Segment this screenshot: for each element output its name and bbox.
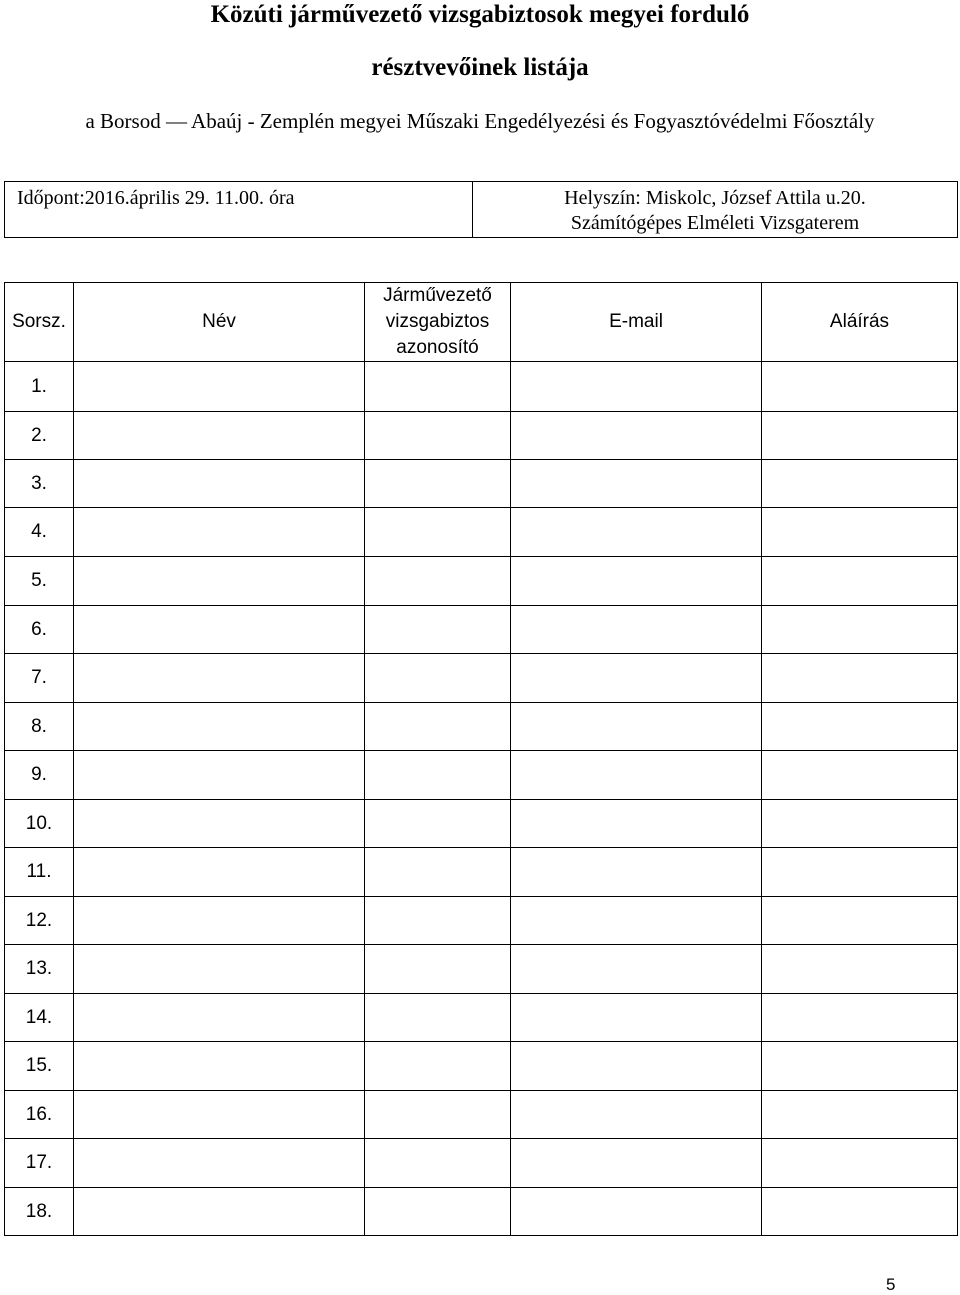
row-signature-cell <box>762 1188 958 1236</box>
row-signature-cell <box>762 897 958 945</box>
row-id-cell <box>365 1139 511 1188</box>
event-info-table <box>4 181 958 238</box>
organization-subtitle: a Borsod — Abaúj - Zemplén megyei Műszaki Engedélyezési és Fogyasztóvédelmi Főosztály <box>85 109 875 133</box>
table-row <box>5 897 958 945</box>
table-row <box>5 557 958 606</box>
table-row <box>5 362 958 412</box>
row-serial: 7. <box>5 654 74 703</box>
row-email-cell <box>511 1188 762 1236</box>
table-row <box>5 945 958 994</box>
row-id-cell <box>365 897 511 945</box>
row-serial: 16. <box>5 1091 74 1139</box>
row-name-cell <box>74 994 365 1042</box>
row-name-cell <box>74 703 365 751</box>
row-name-cell <box>74 800 365 848</box>
row-serial: 9. <box>5 751 74 800</box>
location-line2: Számítógépes Elméleti Vizsgaterem <box>570 212 860 234</box>
table-row <box>5 751 958 800</box>
row-name-cell <box>74 897 365 945</box>
row-signature-cell <box>762 848 958 897</box>
row-name-cell <box>74 606 365 654</box>
table-row <box>5 1139 958 1188</box>
row-name-cell <box>74 848 365 897</box>
row-id-cell <box>365 994 511 1042</box>
row-serial: 10. <box>5 800 74 848</box>
table-row <box>5 703 958 751</box>
table-row <box>5 1042 958 1091</box>
table-header-row <box>5 283 958 362</box>
row-email-cell <box>511 606 762 654</box>
row-id-cell <box>365 606 511 654</box>
row-signature-cell <box>762 460 958 508</box>
row-id-cell <box>365 654 511 703</box>
row-email-cell <box>511 362 762 412</box>
row-name-cell <box>74 1188 365 1236</box>
row-name-cell <box>74 1139 365 1188</box>
row-email-cell <box>511 1139 762 1188</box>
row-email-cell <box>511 557 762 606</box>
row-id-cell <box>365 1091 511 1139</box>
table-row <box>5 606 958 654</box>
row-serial: 17. <box>5 1139 74 1188</box>
row-email-cell <box>511 412 762 460</box>
row-signature-cell <box>762 800 958 848</box>
header-signature: Aláírás <box>762 283 958 362</box>
row-serial: 12. <box>5 897 74 945</box>
row-id-cell <box>365 703 511 751</box>
table-row <box>5 800 958 848</box>
document-title-line2: résztvevőinek listája <box>371 54 589 81</box>
row-serial: 8. <box>5 703 74 751</box>
row-email-cell <box>511 460 762 508</box>
row-serial: 4. <box>5 508 74 557</box>
row-email-cell <box>511 848 762 897</box>
table-row <box>5 412 958 460</box>
document-title-line1: Közúti járművezető vizsgabiztosok megyei forduló <box>210 1 750 28</box>
row-name-cell <box>74 557 365 606</box>
row-name-cell <box>74 751 365 800</box>
row-serial: 11. <box>5 848 74 897</box>
row-id-cell <box>365 508 511 557</box>
row-serial: 6. <box>5 606 74 654</box>
header-examiner-id: Járművezető vizsgabiztos azonosító <box>365 283 511 362</box>
table-row <box>5 994 958 1042</box>
row-email-cell <box>511 1091 762 1139</box>
row-name-cell <box>74 460 365 508</box>
row-id-cell <box>365 460 511 508</box>
row-email-cell <box>511 800 762 848</box>
event-location <box>473 182 958 238</box>
row-email-cell <box>511 751 762 800</box>
table-row <box>5 848 958 897</box>
row-signature-cell <box>762 362 958 412</box>
row-serial: 15. <box>5 1042 74 1091</box>
row-email-cell <box>511 945 762 994</box>
row-serial: 18. <box>5 1188 74 1236</box>
row-serial: 3. <box>5 460 74 508</box>
row-name-cell <box>74 1042 365 1091</box>
row-email-cell <box>511 508 762 557</box>
row-serial: 13. <box>5 945 74 994</box>
row-id-cell <box>365 557 511 606</box>
page-number: 5 <box>886 1275 896 1294</box>
row-serial: 5. <box>5 557 74 606</box>
row-name-cell <box>74 508 365 557</box>
row-id-cell <box>365 751 511 800</box>
table-row <box>5 508 958 557</box>
row-id-cell <box>365 848 511 897</box>
row-name-cell <box>74 362 365 412</box>
row-signature-cell <box>762 751 958 800</box>
row-signature-cell <box>762 945 958 994</box>
row-serial: 1. <box>5 362 74 412</box>
row-email-cell <box>511 897 762 945</box>
row-email-cell <box>511 994 762 1042</box>
row-serial: 14. <box>5 994 74 1042</box>
table-row <box>5 654 958 703</box>
row-name-cell <box>74 945 365 994</box>
participants-table <box>4 282 958 1236</box>
row-signature-cell <box>762 1091 958 1139</box>
row-id-cell <box>365 362 511 412</box>
row-id-cell <box>365 412 511 460</box>
row-signature-cell <box>762 994 958 1042</box>
row-signature-cell <box>762 1042 958 1091</box>
row-email-cell <box>511 703 762 751</box>
location-line1: Helyszín: Miskolc, József Attila u.20. <box>564 187 866 209</box>
row-id-cell <box>365 945 511 994</box>
row-name-cell <box>74 1091 365 1139</box>
row-id-cell <box>365 800 511 848</box>
header-email: E-mail <box>511 283 762 362</box>
table-row <box>5 1188 958 1236</box>
table-row <box>5 1091 958 1139</box>
row-id-cell <box>365 1188 511 1236</box>
row-name-cell <box>74 412 365 460</box>
row-email-cell <box>511 1042 762 1091</box>
row-signature-cell <box>762 412 958 460</box>
header-serial: Sorsz. <box>5 283 74 362</box>
event-time: Időpont:2016.április 29. 11.00. óra <box>5 182 473 238</box>
row-serial: 2. <box>5 412 74 460</box>
row-signature-cell <box>762 606 958 654</box>
row-signature-cell <box>762 654 958 703</box>
row-signature-cell <box>762 1139 958 1188</box>
table-row <box>5 460 958 508</box>
row-signature-cell <box>762 703 958 751</box>
row-name-cell <box>74 654 365 703</box>
row-email-cell <box>511 654 762 703</box>
header-name: Név <box>74 283 365 362</box>
row-id-cell <box>365 1042 511 1091</box>
row-signature-cell <box>762 508 958 557</box>
row-signature-cell <box>762 557 958 606</box>
